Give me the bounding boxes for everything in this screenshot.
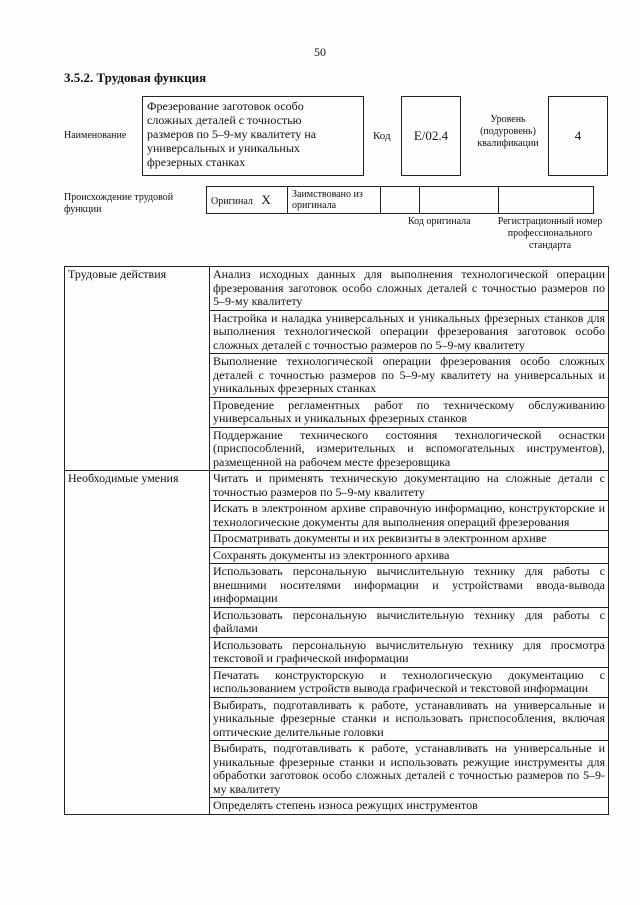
table-item: Настройка и наладка универсальных и уникальных фрезерных станков для выполнения технологической операции фрезерования заготовок особо сложных деталей с точностью размеров по 5–9-му квалитету bbox=[210, 310, 609, 354]
table-item: Просматривать документы и их реквизиты в электронном архиве bbox=[210, 531, 609, 548]
table-category: Трудовые действия bbox=[65, 267, 210, 471]
code-label: Код bbox=[373, 130, 391, 142]
borrowed-mark-cell bbox=[381, 187, 420, 214]
function-name-line: сложных деталей с точностью bbox=[147, 113, 302, 127]
code-original-cell bbox=[420, 187, 499, 214]
function-name-line: фрезерных станках bbox=[147, 155, 246, 169]
reg-number-label-line: Регистрационный номер bbox=[497, 216, 603, 227]
function-name-box bbox=[142, 96, 364, 176]
table-item: Выбирать, подготавливать к работе, устанавливать на универсальные и уникальные фрезерные станки и использовать режущие инструменты для обработки заготовок особо сложных деталей с точностью размеров по 5–9-му квалитету bbox=[210, 741, 609, 798]
function-name-line: размеров по 5–9-му квалитету на bbox=[147, 127, 317, 141]
table-item: Сохранять документы из электронного архива bbox=[210, 547, 609, 564]
section-title: 3.5.2. Трудовая функция bbox=[64, 70, 207, 85]
origin-label-line: Происхождение трудовой bbox=[64, 192, 174, 203]
borrowed-label-line: Заимствовано из bbox=[292, 189, 363, 200]
page-number: 50 bbox=[314, 45, 326, 59]
table-item: Печатать конструкторскую и технологическую документацию с использованием устройств вывода графической и текстовой информации bbox=[210, 667, 609, 697]
origin-label-line: функции bbox=[64, 204, 102, 215]
table-item: Выполнение технологической операции фрезерования особо сложных деталей с точностью размеров по 5–9-му квалитету на универсальных и уникальных фрезерных станках bbox=[210, 354, 609, 398]
original-mark: X bbox=[261, 191, 271, 207]
code-original-label: Код оригинала bbox=[408, 216, 471, 227]
qualification-level-label-line: Уровень bbox=[490, 114, 526, 125]
table-item: Использовать персональную вычислительную технику для работы с внешними носителями информации и устройствами ввода-вывода информации bbox=[210, 564, 609, 608]
original-cell bbox=[207, 187, 288, 214]
function-name-line: Фрезерование заготовок особо bbox=[147, 99, 304, 113]
table-item: Читать и применять техническую документацию на сложные детали с точностью размеров по 5–9-му квалитету bbox=[210, 471, 609, 501]
reg-number-label-line: профессионального bbox=[507, 228, 593, 239]
reg-number-label bbox=[490, 216, 610, 252]
qualification-level-label-line: (подуровень) bbox=[480, 126, 536, 137]
borrowed-cell bbox=[288, 187, 381, 214]
qualification-level-label-line: квалификации bbox=[477, 138, 539, 149]
table-item: Использовать персональную вычислительную технику для просмотра текстовой и графической информации bbox=[210, 637, 609, 667]
table-row bbox=[65, 267, 609, 311]
origin-label bbox=[64, 192, 173, 216]
borrowed-label-line: оригинала bbox=[292, 200, 337, 211]
table-item: Искать в электронном архиве справочную информацию, конструкторские и технологические документы для выполнения операций фрезерования bbox=[210, 501, 609, 531]
function-name-line: универсальных и уникальных bbox=[147, 141, 300, 155]
reg-number-cell bbox=[499, 187, 594, 214]
table-item: Определять степень износа режущих инструментов bbox=[210, 798, 609, 815]
name-label: Наименование bbox=[64, 130, 127, 141]
table-item: Анализ исходных данных для выполнения технологической операции фрезерования заготовок особо сложных деталей с точностью размеров по 5–9-му квалитету bbox=[210, 267, 609, 311]
qualification-level-label bbox=[470, 114, 546, 150]
table-row bbox=[65, 471, 609, 501]
table-category: Необходимые умения bbox=[65, 471, 210, 815]
main-table bbox=[64, 266, 609, 815]
qualification-level-value-box: 4 bbox=[548, 96, 608, 176]
table-item: Проведение регламентных работ по техническому обслуживанию универсальных и уникальных фрезерных станков bbox=[210, 397, 609, 427]
code-value-box: E/02.4 bbox=[401, 96, 461, 176]
original-label: Оригинал bbox=[211, 195, 253, 207]
reg-number-label-line: стандарта bbox=[528, 240, 572, 251]
table-item: Выбирать, подготавливать к работе, устанавливать на универсальные и уникальные фрезерные станки и использовать приспособления, включая оптические делительные головки bbox=[210, 697, 609, 741]
table-item: Поддержание технического состояния технологической оснастки (приспособлений, измерительных и вспомогательных инструментов), размещенной на рабочем месте фрезеровщика bbox=[210, 427, 609, 471]
table-item: Использовать персональную вычислительную технику для работы с файлами bbox=[210, 607, 609, 637]
origin-table bbox=[206, 186, 594, 214]
